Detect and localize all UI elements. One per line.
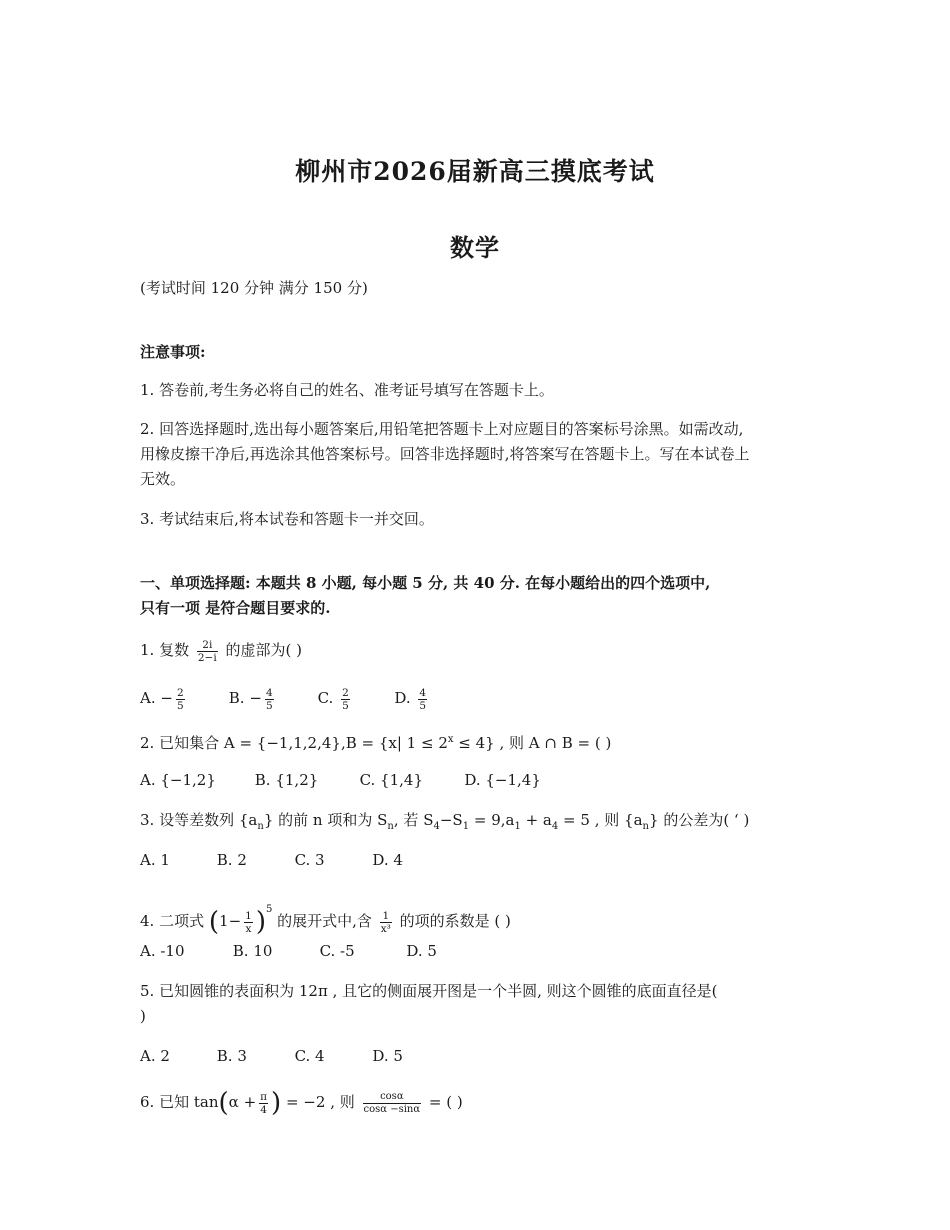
q1-frac-den: 2−i bbox=[197, 651, 217, 664]
q3-cond-3: = 9,a bbox=[469, 811, 515, 829]
q3-prefix: 3. 设等差数列 bbox=[140, 811, 235, 829]
q5-prefix: 5. 已知圆锥的表面积为 bbox=[140, 982, 295, 1000]
q3-suffix: 的公差为( ‘ ) bbox=[663, 811, 750, 829]
q1-option-d-den: 5 bbox=[419, 699, 427, 712]
q5-option-b[interactable]: B. 3 bbox=[216, 1047, 247, 1065]
q1-options bbox=[140, 683, 430, 713]
q1-option-a-num: 2 bbox=[176, 686, 184, 699]
section-1-heading-line-1: 一、单项选择题: 本题共 8 小题, 每小题 5 分, 共 40 分. 在每小题给出的四个选项中, bbox=[140, 574, 711, 592]
q4-mid: 的展开式中,含 bbox=[277, 912, 372, 930]
q1-option-d[interactable] bbox=[394, 683, 430, 713]
q1-option-d-label: D. bbox=[394, 689, 411, 707]
notice-item-3: 3. 考试结束后,将本试卷和答题卡一并交回。 bbox=[140, 510, 434, 528]
q4-option-c[interactable]: C. -5 bbox=[319, 942, 355, 960]
q1-frac-num: 2i bbox=[202, 638, 213, 651]
q2-option-a[interactable]: A. {−1,2} bbox=[140, 771, 216, 789]
question-4 bbox=[140, 890, 511, 941]
notice-item-2-line-1: 2. 回答选择题时,选出每小题答案后,用铅笔把答题卡上对应题目的答案标号涂黑。如需改动, bbox=[140, 420, 744, 438]
q6-frac-num: π bbox=[260, 1090, 268, 1103]
q4-frac2-den: x³ bbox=[380, 922, 391, 935]
q4-suffix: 的项的系数是 ( ) bbox=[399, 912, 511, 930]
q3-mid3: , 则 bbox=[594, 811, 620, 829]
q6-eq: = −2 bbox=[281, 1093, 326, 1111]
q3-seq-end: } bbox=[263, 811, 274, 829]
q3-option-d[interactable]: D. 4 bbox=[372, 851, 403, 869]
q6-prefix: 6. 已知 bbox=[140, 1093, 190, 1111]
q2-options bbox=[140, 773, 541, 788]
q3-mid1: 的前 n 项和为 bbox=[278, 811, 373, 829]
q5-value: 12π bbox=[298, 982, 328, 1000]
q1-option-a[interactable] bbox=[140, 683, 224, 713]
exam-title: 柳州市2026届新高三摸底考试 bbox=[295, 157, 655, 186]
q6-paren-open: ( bbox=[218, 1088, 229, 1118]
q1-option-b-sign: − bbox=[249, 689, 262, 707]
q3-cond-2-sub: 1 bbox=[462, 821, 470, 832]
q4-paren-close: ) bbox=[255, 907, 266, 937]
question-5-line-2: ) bbox=[140, 1007, 146, 1025]
q2-option-c[interactable]: C. {1,4} bbox=[359, 771, 423, 789]
q3-cond-4-sub: 4 bbox=[551, 821, 559, 832]
q5-option-a[interactable]: A. 2 bbox=[140, 1047, 170, 1065]
q4-binomial bbox=[208, 904, 273, 937]
q3-cond-3-sub: 1 bbox=[514, 821, 521, 832]
q2-set-expression bbox=[224, 734, 495, 752]
q4-exponent: 5 bbox=[266, 904, 273, 915]
q6-tan-expression bbox=[193, 1088, 326, 1118]
q1-option-b-den: 5 bbox=[265, 699, 273, 712]
q1-option-c[interactable] bbox=[318, 683, 390, 713]
q3-mid2: , 若 bbox=[393, 811, 419, 829]
q5-suffix: , 且它的侧面展开图是一个半圆, 则这个圆锥的底面直径是( bbox=[332, 982, 718, 1000]
q4-option-b[interactable]: B. 10 bbox=[232, 942, 273, 960]
q2-suffix: , 则 A ∩ B = ( ) bbox=[499, 734, 612, 752]
q3-sum bbox=[377, 811, 394, 832]
q2-option-d[interactable]: D. {−1,4} bbox=[464, 771, 541, 789]
q4-frac2-num: 1 bbox=[382, 909, 390, 922]
q4-options bbox=[140, 944, 437, 959]
notice-item-2-line-3: 无效。 bbox=[140, 470, 186, 488]
q3-seq-a: {a bbox=[238, 811, 258, 829]
q1-option-b-num: 4 bbox=[265, 686, 273, 699]
q3-cond-1: S bbox=[423, 811, 434, 829]
q1-option-a-sign: − bbox=[160, 689, 173, 707]
q4-fraction-2 bbox=[380, 910, 392, 935]
q6-frac2-den: cosα −sinα bbox=[363, 1103, 421, 1115]
q6-frac2-num: cosα bbox=[380, 1090, 404, 1102]
q4-one: 1− bbox=[219, 912, 242, 930]
q3-seq-sub: n bbox=[257, 821, 264, 832]
q6-paren-close: ) bbox=[271, 1088, 282, 1118]
q1-option-a-den: 5 bbox=[176, 699, 184, 712]
q6-fraction-2 bbox=[363, 1091, 422, 1116]
q3-sum-sub: n bbox=[387, 821, 394, 832]
q1-option-a-label: A. bbox=[140, 689, 156, 707]
subject-title: 数学 bbox=[450, 233, 500, 262]
q6-suffix: = ( ) bbox=[424, 1093, 463, 1111]
section-1-heading-line-2: 只有一项 是符合题目要求的. bbox=[140, 599, 331, 617]
q3-seq-2-a: {a bbox=[624, 811, 643, 829]
notice-item-1: 1. 答卷前,考生务必将自己的姓名、准考证号填写在答题卡上。 bbox=[140, 381, 554, 399]
q2-set-b-end: ≤ 4} bbox=[453, 734, 495, 752]
q1-option-c-num: 2 bbox=[342, 686, 349, 699]
q3-sum-s: S bbox=[377, 811, 388, 829]
q5-option-d[interactable]: D. 5 bbox=[372, 1047, 403, 1065]
q3-seq bbox=[238, 811, 274, 832]
q4-frac-den: x bbox=[245, 922, 252, 935]
q4-frac-num: 1 bbox=[245, 909, 252, 922]
q1-option-c-label: C. bbox=[317, 689, 334, 707]
q6-tan: tan bbox=[193, 1093, 219, 1111]
question-1 bbox=[140, 634, 302, 666]
question-3 bbox=[140, 813, 749, 834]
q6-mid: , 则 bbox=[330, 1093, 355, 1111]
q1-suffix: 的虚部为( ) bbox=[225, 641, 302, 659]
q3-cond-5: = 5 bbox=[558, 811, 590, 829]
q1-option-c-den: 5 bbox=[342, 699, 349, 712]
q1-prefix: 1. 复数 bbox=[140, 641, 190, 659]
q2-set-a: A = {−1,1,2,4},B = {x| 1 ≤ 2 bbox=[223, 734, 448, 752]
q3-condition bbox=[423, 811, 590, 832]
q3-option-a[interactable]: A. 1 bbox=[140, 851, 170, 869]
q6-frac-den: 4 bbox=[260, 1103, 267, 1116]
notice-item-2-line-2: 用橡皮擦干净后,再选涂其他答案标号。回答非选择题时,将答案写在答题卡上。写在本试卷上 bbox=[140, 445, 750, 463]
q3-option-c[interactable]: C. 3 bbox=[294, 851, 325, 869]
q4-option-a[interactable]: A. -10 bbox=[140, 942, 185, 960]
q1-option-b-label: B. bbox=[228, 689, 245, 707]
q4-prefix: 4. 二项式 bbox=[140, 912, 205, 930]
q2-option-b[interactable]: B. {1,2} bbox=[254, 771, 319, 789]
q3-seq-2-end: } bbox=[648, 811, 659, 829]
q5-options bbox=[140, 1049, 403, 1064]
q4-paren-open: ( bbox=[208, 907, 220, 937]
question-2 bbox=[140, 732, 611, 751]
q6-arg: α + bbox=[228, 1093, 257, 1111]
q3-cond-4: + a bbox=[520, 811, 552, 829]
q2-prefix: 2. 已知集合 bbox=[140, 734, 220, 752]
exam-info: (考试时间 120 分钟 满分 150 分) bbox=[140, 279, 368, 297]
q2-exponent: x bbox=[447, 734, 454, 745]
q1-option-d-num: 4 bbox=[419, 686, 427, 699]
question-5-line-1 bbox=[140, 984, 718, 999]
q4-option-d[interactable]: D. 5 bbox=[406, 942, 437, 960]
question-6 bbox=[140, 1082, 463, 1122]
q1-option-b[interactable] bbox=[229, 683, 313, 713]
notice-heading: 注意事项: bbox=[140, 343, 206, 361]
q3-cond-1-sub: 4 bbox=[433, 821, 440, 832]
q3-option-b[interactable]: B. 2 bbox=[216, 851, 247, 869]
q5-option-c[interactable]: C. 4 bbox=[294, 1047, 325, 1065]
q3-seq-2 bbox=[624, 811, 659, 832]
q3-seq-2-sub: n bbox=[642, 821, 649, 832]
q3-cond-2: −S bbox=[439, 811, 463, 829]
q1-fraction bbox=[197, 639, 218, 664]
q3-options bbox=[140, 853, 403, 868]
